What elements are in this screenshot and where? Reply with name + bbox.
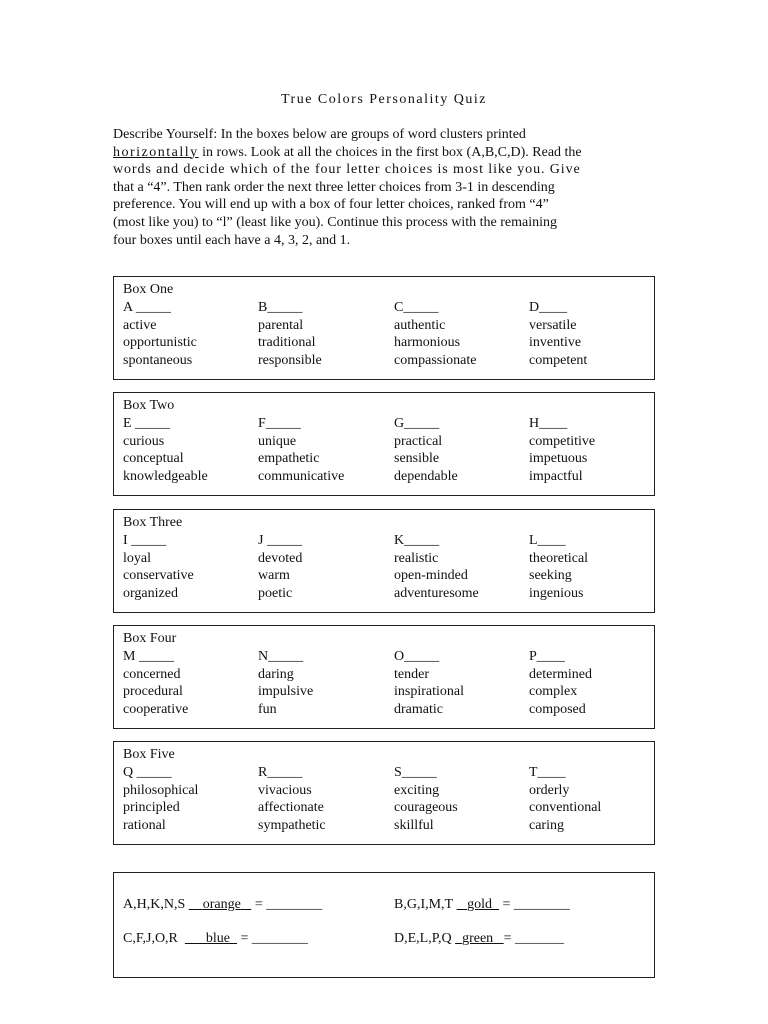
- emphasis-text: horizontally: [113, 144, 199, 160]
- box-title: Box Five: [123, 747, 175, 762]
- choice-column: [258, 764, 393, 834]
- choice-column: [394, 648, 529, 718]
- key-color: gold: [467, 897, 493, 912]
- choice-word: versatile: [529, 317, 577, 333]
- page-title: True Colors Personality Quiz: [281, 92, 487, 107]
- choice-letter-blank[interactable]: I _____: [123, 533, 167, 548]
- key-row-green: [394, 931, 564, 947]
- choice-word: fun: [258, 701, 277, 717]
- key-row-blue: [123, 931, 308, 947]
- choice-letter-blank[interactable]: K_____: [394, 533, 440, 548]
- instructions-line: preference. You will end up with a box of four letter choices, ranked from “4”: [113, 197, 549, 213]
- choice-word: open-minded: [394, 568, 468, 583]
- choice-word: concerned: [123, 666, 181, 682]
- choice-word: empathetic: [258, 451, 320, 466]
- choice-word: dramatic: [394, 701, 443, 717]
- key-letters: B,G,I,M,T: [394, 897, 454, 912]
- key-row-orange: [123, 897, 322, 913]
- choice-word: impetuous: [529, 451, 588, 466]
- choice-column: [529, 532, 664, 602]
- choice-word: curious: [123, 433, 165, 449]
- box-title: Box One: [123, 282, 174, 297]
- choice-column: [123, 532, 258, 602]
- key-letters: D,E,L,P,Q: [394, 931, 452, 946]
- choice-letter-blank[interactable]: O_____: [394, 649, 440, 664]
- instructions-line: (most like you) to “l” (least like you). Continue this process with the remaining: [113, 214, 558, 230]
- key-blank[interactable]: = ________: [240, 931, 308, 946]
- choice-word: conceptual: [123, 451, 184, 466]
- choice-word: competitive: [529, 433, 596, 449]
- choice-word: affectionate: [258, 800, 324, 815]
- choice-word: sympathetic: [258, 817, 326, 833]
- box-title: Box Four: [123, 631, 177, 646]
- choice-word: warm: [258, 568, 290, 583]
- choice-word: harmonious: [394, 335, 461, 350]
- choice-letter-blank[interactable]: H____: [529, 416, 568, 431]
- instructions-line: Describe Yourself: In the boxes below are groups of word clusters printed: [113, 127, 526, 142]
- key-row-gold: [394, 897, 570, 913]
- choice-word: ingenious: [529, 585, 584, 601]
- instructions-line: that a “4”. Then rank order the next three letter choices from 3-1 in descending: [113, 179, 555, 195]
- choice-letter-blank[interactable]: A _____: [123, 300, 171, 315]
- choice-word: daring: [258, 666, 294, 682]
- choice-column: [394, 532, 529, 602]
- choice-column: [123, 415, 258, 485]
- choice-word: traditional: [258, 335, 316, 350]
- choice-word: rational: [123, 817, 166, 833]
- choice-word: determined: [529, 666, 592, 682]
- choice-letter-blank[interactable]: N_____: [258, 649, 304, 664]
- choice-word: practical: [394, 433, 443, 449]
- choice-word: inventive: [529, 335, 582, 350]
- choice-word: conservative: [123, 568, 194, 583]
- word-box: [113, 392, 655, 496]
- choice-word: impulsive: [258, 684, 314, 699]
- choice-column: [394, 764, 529, 834]
- choice-word: competent: [529, 352, 588, 368]
- choice-column: [529, 764, 664, 834]
- choice-word: spontaneous: [123, 352, 193, 368]
- choice-word: opportunistic: [123, 335, 197, 350]
- choice-letter-blank[interactable]: C_____: [394, 300, 439, 315]
- choice-word: procedural: [123, 684, 183, 699]
- choice-letter-blank[interactable]: F_____: [258, 416, 301, 431]
- choice-letter-blank[interactable]: B_____: [258, 300, 303, 315]
- choice-word: cooperative: [123, 701, 189, 717]
- choice-word: conventional: [529, 800, 602, 815]
- choice-letter-blank[interactable]: R_____: [258, 765, 303, 780]
- choice-letter-blank[interactable]: G_____: [394, 416, 440, 431]
- key-letters: A,H,K,N,S: [123, 897, 186, 912]
- choice-letter-blank[interactable]: L____: [529, 533, 566, 548]
- choice-word: unique: [258, 433, 297, 449]
- key-letters: C,F,J,O,R: [123, 931, 178, 946]
- choice-word: inspirational: [394, 684, 464, 699]
- choice-letter-blank[interactable]: P____: [529, 649, 565, 664]
- choice-word: exciting: [394, 782, 440, 798]
- key-color: orange: [202, 897, 241, 912]
- choice-word: realistic: [394, 550, 439, 566]
- color-key-box: [113, 872, 655, 978]
- choice-word: orderly: [529, 782, 570, 798]
- word-box: [113, 741, 655, 845]
- choice-column: [529, 299, 664, 369]
- choice-column: [123, 299, 258, 369]
- choice-word: adventuresome: [394, 585, 479, 601]
- choice-column: [394, 299, 529, 369]
- choice-column: [258, 415, 393, 485]
- key-color: green: [462, 931, 494, 946]
- choice-word: sensible: [394, 451, 440, 466]
- choice-word: complex: [529, 684, 578, 699]
- choice-letter-blank[interactable]: Q _____: [123, 765, 172, 780]
- choice-word: knowledgeable: [123, 468, 208, 484]
- choice-column: [529, 415, 664, 485]
- choice-letter-blank[interactable]: T____: [529, 765, 566, 780]
- choice-column: [123, 648, 258, 718]
- choice-word: composed: [529, 701, 586, 717]
- choice-word: impactful: [529, 468, 583, 484]
- choice-letter-blank[interactable]: J _____: [258, 533, 302, 548]
- choice-word: communicative: [258, 468, 345, 484]
- word-box: [113, 276, 655, 380]
- choice-letter-blank[interactable]: M _____: [123, 649, 174, 664]
- choice-word: responsible: [258, 352, 322, 368]
- key-color: blue: [205, 931, 231, 946]
- word-box: [113, 509, 655, 613]
- choice-word: loyal: [123, 550, 151, 566]
- choice-word: organized: [123, 585, 178, 601]
- choice-word: active: [123, 317, 157, 333]
- choice-letter-blank[interactable]: E _____: [123, 416, 171, 431]
- choice-word: tender: [394, 666, 429, 682]
- choice-word: philosophical: [123, 782, 199, 798]
- key-blank[interactable]: = _______: [503, 931, 565, 946]
- choice-word: compassionate: [394, 352, 477, 368]
- choice-column: [258, 532, 393, 602]
- instructions-line: four boxes until each have a 4, 3, 2, and 1.: [113, 232, 351, 248]
- key-blank[interactable]: = ________: [254, 897, 323, 912]
- instructions-line: words and decide which of the four letter choices is most like you. Give: [113, 162, 581, 178]
- box-title: Box Three: [123, 515, 183, 530]
- choice-word: skillful: [394, 817, 434, 833]
- choice-word: authentic: [394, 317, 446, 333]
- choice-column: [258, 299, 393, 369]
- instructions-text: in rows. Look at all the choices in the first box (A,B,C,D). Read the: [198, 144, 582, 160]
- choice-word: caring: [529, 817, 564, 833]
- choice-column: [529, 648, 664, 718]
- choice-word: theoretical: [529, 550, 589, 566]
- choice-column: [394, 415, 529, 485]
- word-box: [113, 625, 655, 729]
- instructions-line: [113, 144, 658, 162]
- key-blank[interactable]: = ________: [502, 897, 570, 912]
- choice-word: devoted: [258, 550, 303, 566]
- choice-word: seeking: [529, 568, 572, 583]
- choice-column: [123, 764, 258, 834]
- choice-column: [258, 648, 393, 718]
- choice-letter-blank[interactable]: D____: [529, 300, 568, 315]
- choice-word: dependable: [394, 468, 458, 484]
- choice-word: poetic: [258, 585, 293, 601]
- choice-letter-blank[interactable]: S_____: [394, 765, 437, 780]
- box-title: Box Two: [123, 398, 175, 413]
- choice-word: courageous: [394, 800, 458, 815]
- choice-word: principled: [123, 800, 180, 815]
- instructions: [113, 126, 658, 249]
- choice-word: vivacious: [258, 782, 312, 798]
- choice-word: parental: [258, 317, 304, 333]
